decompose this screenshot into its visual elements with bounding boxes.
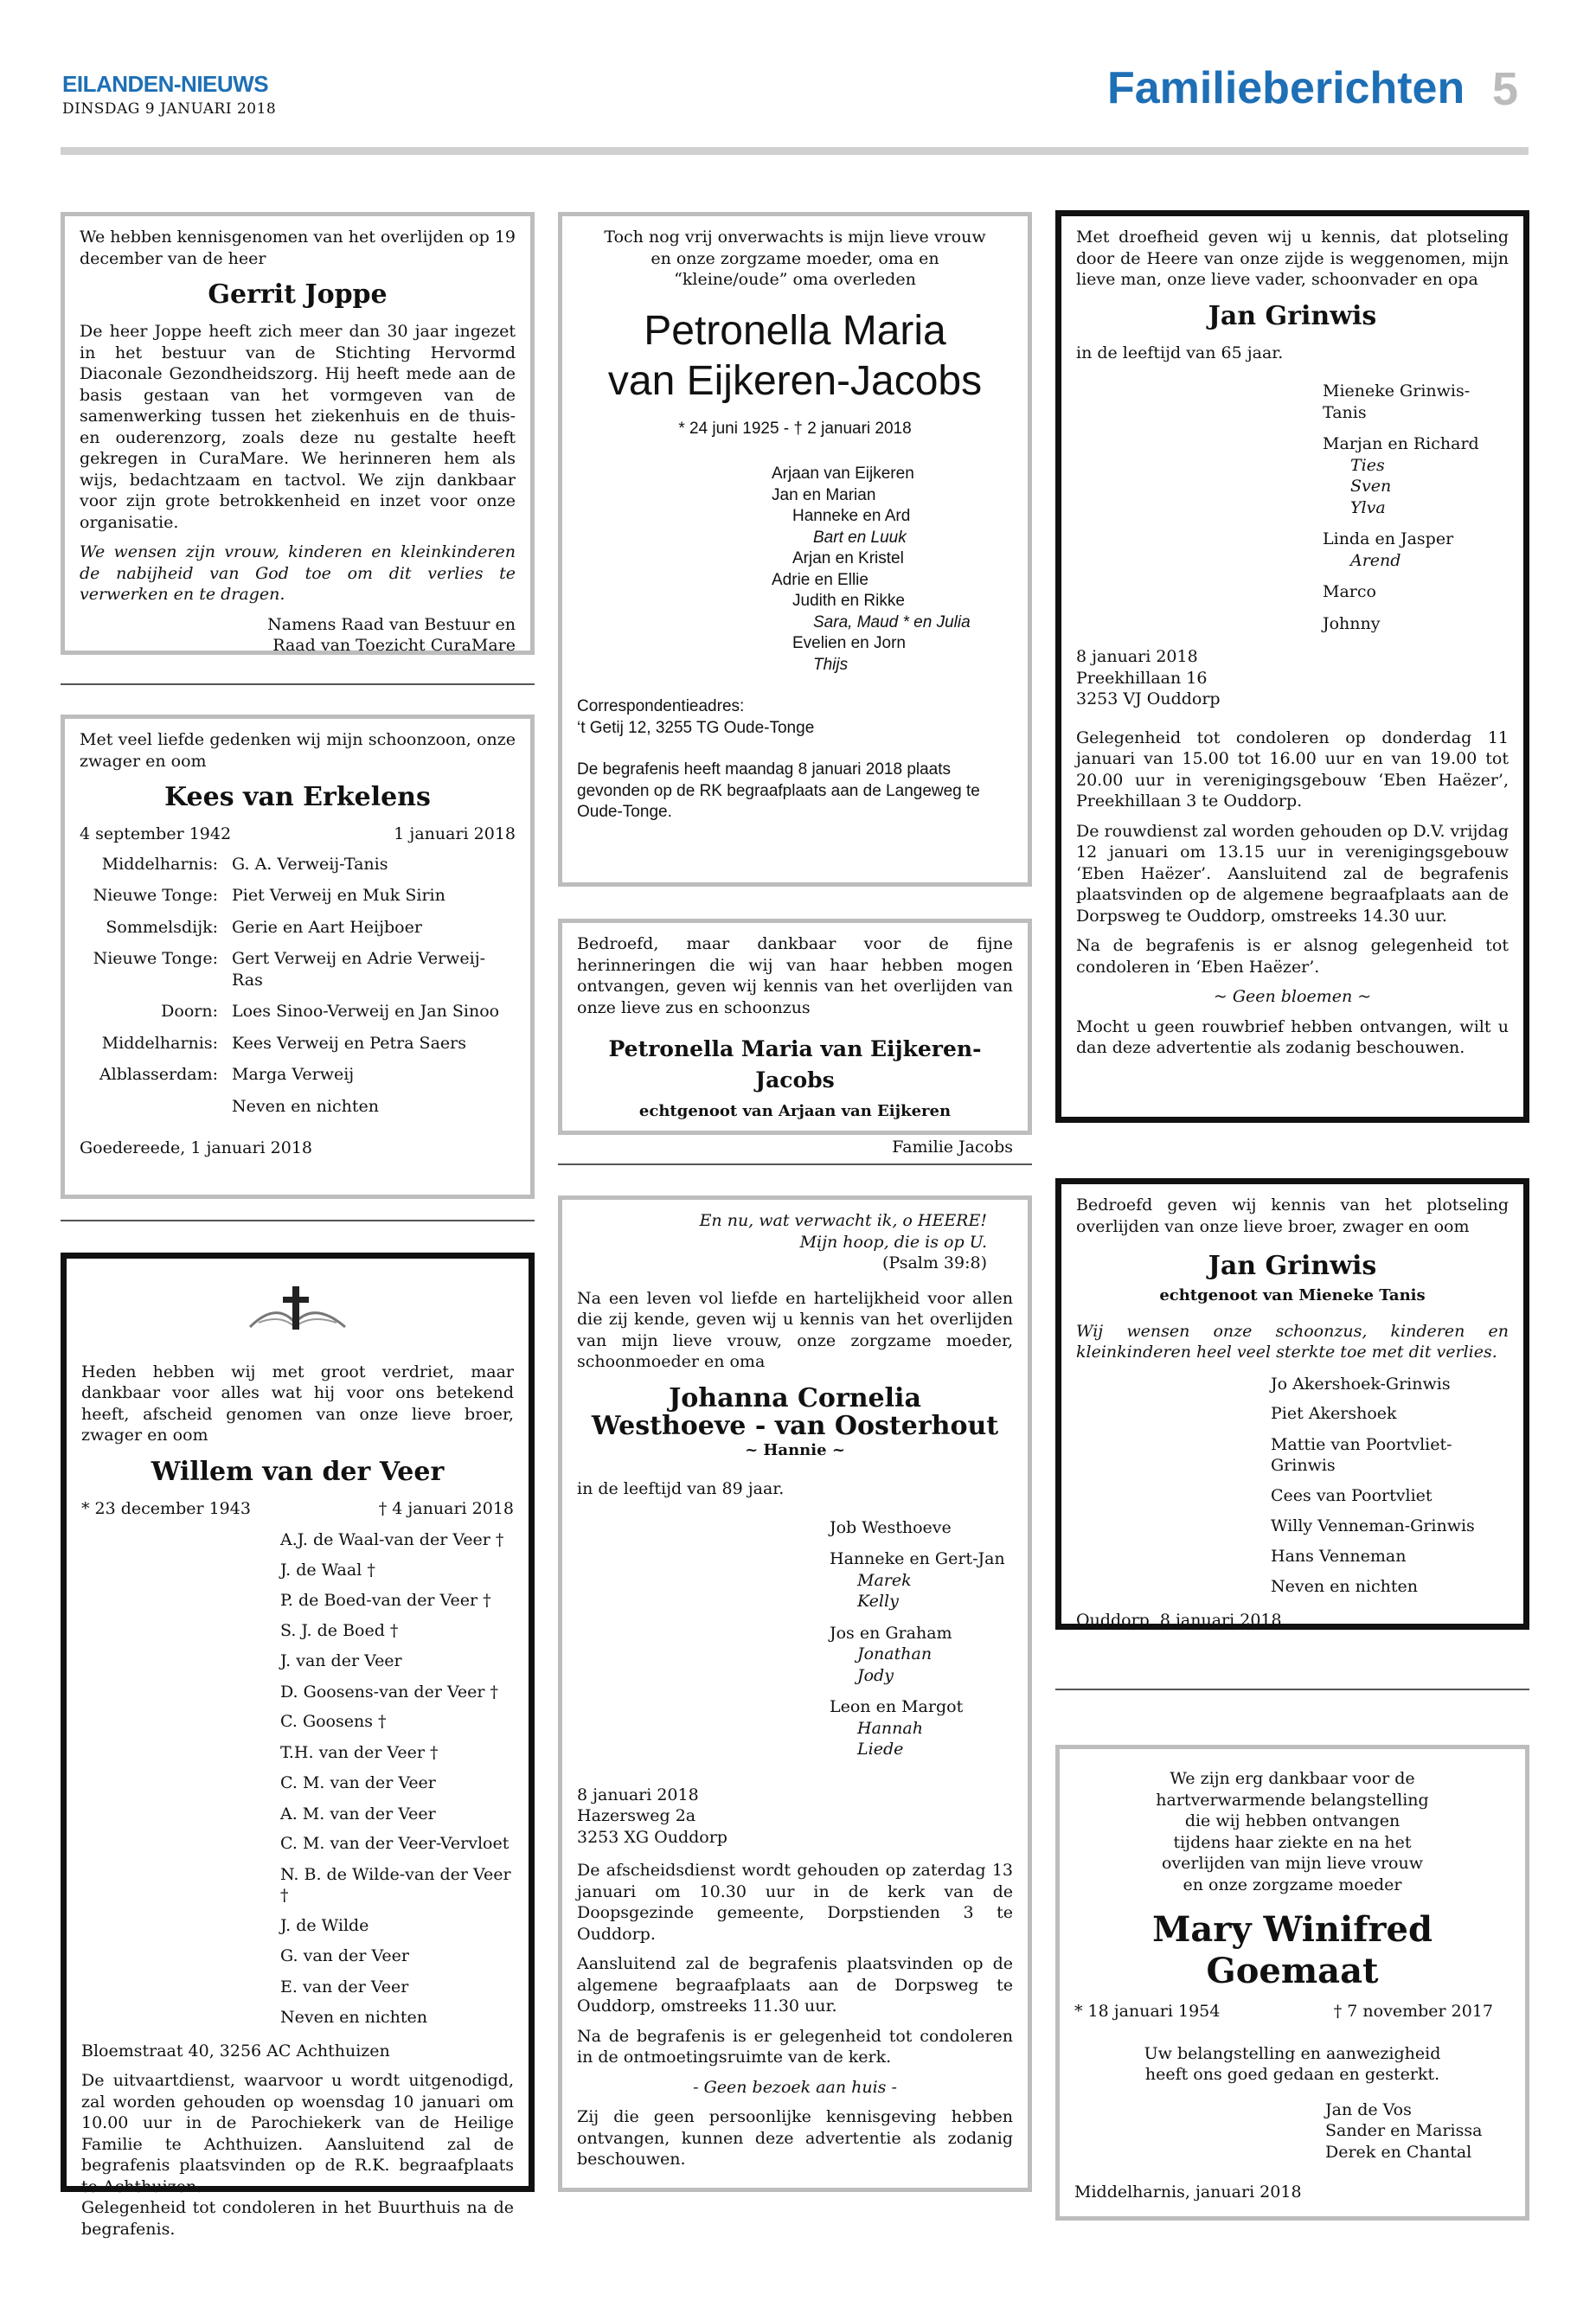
family-group — [1271, 1374, 1509, 1425]
intro-line-2: hartverwarmende belangstelling — [1156, 1790, 1429, 1810]
family-member: Jan en Marian — [772, 485, 876, 504]
name-line-1: Petronella Maria — [644, 307, 946, 354]
deceased-name: Mary Winifred Goemaat — [1152, 1909, 1433, 1991]
family-member: Marco — [1323, 582, 1376, 601]
family-member: A.J. de Waal-van der Veer † — [280, 1530, 504, 1549]
ad-johanna-westhoeve — [558, 1195, 1032, 2192]
date: 8 januari 2018 — [577, 1785, 699, 1804]
family-member: Arjan en Kristel — [792, 549, 904, 567]
ad-petronella-siblings — [558, 919, 1032, 1157]
family-list — [1271, 1374, 1509, 1598]
family-member: A. M. van der Veer — [280, 1804, 436, 1823]
wish-text: We wensen zijn vrouw, kinderen en kleinkinderen de nabijheid van God toe om dit verlies te verwerken en te dragen. — [80, 542, 516, 604]
page-number: 5 — [1492, 63, 1519, 115]
grandchild: Marek — [857, 1570, 912, 1590]
publication-date: DINSDAG 9 JANUARI 2018 — [62, 100, 277, 118]
intro-line-3: die wij hebben ontvangen — [1184, 1811, 1401, 1830]
family-member: Cees van Poortvliet — [1271, 1485, 1433, 1505]
spouse-line: echtgenoot van Arjaan van Eijkeren — [638, 1102, 952, 1120]
burial-info: De begrafenis heeft maandag 8 januari 2018 plaats gevonden op de RK begraafplaats aan de Langeweg te Oude-Tonge. — [577, 760, 980, 821]
top-rule — [61, 147, 1529, 155]
family-group — [280, 1772, 514, 1794]
family-member: Sander en Marissa — [1325, 2121, 1483, 2140]
intro: Met droefheid geven wij u kennis, dat plotseling door de Heere van onze zijde is weggenomen, mijn lieve man, onze lieve vader, schoonvader en opa — [1076, 228, 1509, 289]
family-group — [280, 1590, 514, 1641]
family-member: C. M. van der Veer-Vervloet — [280, 1834, 510, 1853]
life-dates: * 24 juni 1925 - † 2 januari 2018 — [678, 419, 912, 438]
family-group — [280, 2007, 514, 2029]
no-visit-note: - Geen bezoek aan huis - — [693, 2077, 897, 2097]
relative-names: Loes Sinoo-Verweij en Jan Sinoo — [232, 1002, 500, 1021]
family-member: C. Goosens † — [280, 1712, 387, 1731]
ad-gerrit-joppe — [61, 212, 535, 655]
intro: Met veel liefde gedenken wij mijn schoonzoon, onze zwager en oom — [80, 730, 516, 771]
birth-date: 4 september 1942 — [80, 824, 232, 843]
death-date: † 7 november 2017 — [1333, 2002, 1493, 2021]
family-list — [1325, 2099, 1510, 2163]
grandchild: Arend — [1350, 550, 1401, 570]
relative-place: Alblasserdam: — [99, 1065, 218, 1084]
family-member: Arjaan van Eijkeren — [772, 465, 914, 483]
signature-line-1: Namens Raad van Bestuur en — [267, 614, 516, 634]
deceased-name: Jan Grinwis — [1208, 300, 1377, 331]
separator — [61, 683, 535, 685]
grandchild: Hannah — [857, 1718, 923, 1738]
family-group — [1323, 581, 1509, 603]
family-member: Jos en Graham — [830, 1623, 952, 1643]
postal: 3253 XG Ouddorp — [577, 1827, 727, 1847]
footer-place-date: Middelharnis, januari 2018 — [1074, 2182, 1302, 2202]
family-member: Leon en Margot — [830, 1697, 964, 1716]
deceased-name: Willem van der Veer — [151, 1456, 445, 1487]
family-member: Hans Venneman — [1271, 1546, 1407, 1566]
intro-line-3: “kleine/oude” oma overleden — [674, 270, 916, 289]
burial-info: Aansluitend zal de begrafenis plaatsvinden op de algemene begraafplaats aan de Dorpsweg te Ouddorp, omstreeks 11.30 uur. — [577, 1954, 1013, 2016]
condolence-info: Gelegenheid tot condoleren in het Buurthuis na de begrafenis. — [81, 2198, 514, 2239]
age: in de leeftijd van 89 jaar. — [577, 1479, 785, 1498]
family-member: Jan de Vos — [1325, 2099, 1412, 2119]
family-group — [1271, 1434, 1509, 1507]
family-group — [830, 1696, 1013, 1760]
intro: Na een leven vol liefde en hartelijkheid voor allen die zij kende, geven wij u kennis van het overlijden van mijn lieve vrouw, onze zorgzame moeder, schoonmoeder en oma — [577, 1288, 1013, 1371]
death-date: † 4 januari 2018 — [378, 1498, 514, 1518]
signature: Familie Jacobs — [892, 1137, 1013, 1157]
family-group — [280, 1977, 514, 1998]
intro-line-1: Toch nog vrij onverwachts is mijn lieve vrouw — [604, 228, 986, 247]
no-flowers-note: ~ Geen bloemen ~ — [1213, 987, 1372, 1006]
condolence-info: Na de begrafenis is er gelegenheid tot condoleren in de ontmoetingsruimte van de kerk. — [577, 2026, 1013, 2067]
family-member: E. van der Veer — [280, 1977, 409, 1997]
correspondence-label: Correspondentieadres: — [577, 697, 745, 715]
family-member: Johnny — [1323, 613, 1381, 633]
cross-emblem — [81, 1279, 514, 1346]
service-info: De rouwdienst zal worden gehouden op D.V. vrijdag 12 januari om 13.15 uur in verenigingsgebouw ‘Eben Haëzer’. Aansluitend zal de begrafenis plaatsvinden op de algemene begraafplaats aan de Dorpsweg te Ouddorp, omstreeks 14.30 uur. — [1076, 821, 1509, 926]
home-address: Bloemstraat 40, 3256 AC Achthuizen — [81, 2041, 390, 2061]
separator — [61, 1220, 535, 1221]
relative-names: Marga Verweij — [232, 1065, 355, 1084]
verse-line-1: En nu, wat verwacht ik, o HEERE! — [699, 1211, 987, 1230]
relative-place: Middelharnis: — [101, 1033, 218, 1053]
street: Hazersweg 2a — [577, 1806, 696, 1825]
death-date: 1 januari 2018 — [394, 824, 516, 843]
family-group — [280, 1864, 514, 1937]
family-member: Jo Akershoek-Grinwis — [1271, 1374, 1451, 1394]
name-line-2: Westhoeve - van Oosterhout — [591, 1410, 999, 1441]
family-member: D. Goosens-van der Veer † — [280, 1682, 499, 1702]
deceased-name: Gerrit Joppe — [208, 279, 388, 310]
family-group — [1323, 613, 1509, 635]
relative-place: Doorn: — [161, 1002, 218, 1021]
wish-text: Wij wensen onze schoonzus, kinderen en kleinkinderen heel veel sterkte toe met dit verlies. — [1076, 1321, 1509, 1362]
family-member: Adrie en Ellie — [772, 570, 869, 589]
family-group — [1271, 1576, 1509, 1598]
intro-line-1: We zijn erg dankbaar voor de — [1170, 1769, 1415, 1788]
family-member: J. van der Veer — [280, 1651, 402, 1670]
intro-line-5: overlijden van mijn lieve vrouw — [1162, 1854, 1423, 1873]
section-title: Familieberichten — [1107, 63, 1465, 113]
thanks-line-2: heeft ons goed gedaan en gesterkt. — [1144, 2065, 1440, 2084]
masthead: EILANDEN-NIEUWS — [62, 71, 269, 97]
family-member: C. M. van der Veer — [280, 1773, 436, 1792]
relative-place: Nieuwe Tonge: — [93, 886, 218, 905]
family-group — [830, 1548, 1013, 1612]
family-member: Job Westhoeve — [830, 1517, 952, 1537]
family-group — [280, 1742, 514, 1764]
verse-line-2: Mijn hoop, die is op U. — [799, 1232, 987, 1252]
family-member: Sara, Maud * en Julia — [813, 612, 971, 631]
separator — [558, 1163, 1032, 1165]
family-group — [280, 1682, 514, 1733]
intro: Bedroefd geven wij kennis van het plotseling overlijden van onze lieve broer, zwager en oom — [1076, 1195, 1509, 1236]
family-list — [280, 1529, 514, 2029]
grandchild: Ties — [1350, 455, 1385, 475]
ad-mary-goemaat — [1055, 1745, 1529, 2221]
family-member: Mieneke Grinwis-Tanis — [1323, 381, 1471, 422]
postal: 3253 VJ Ouddorp — [1076, 689, 1221, 708]
after-info: Na de begrafenis is er alsnog gelegenheid tot condoleren in ‘Eben Haëzer’. — [1076, 936, 1509, 977]
family-group — [280, 1945, 514, 1967]
grandchild: Sven — [1350, 477, 1392, 496]
grandchild: Liede — [857, 1740, 904, 1759]
deceased-name — [577, 1382, 1013, 1441]
family-list — [772, 464, 1013, 676]
intro: Heden hebben wij met groot verdriet, maar dankbaar voor alles wat hij voor ons betekend heeft, afscheid genomen van onze lieve broer, zwager en oom — [81, 1362, 514, 1445]
relative-place: Nieuwe Tonge: — [93, 949, 218, 968]
thanks-line-1: Uw belangstelling en aanwezigheid — [1144, 2043, 1441, 2063]
funeral-info: De uitvaartdienst, waarvoor u wordt uitgenodigd, zal worden gehouden op woensdag 10 januari om 10.00 uur in de Parochiekerk van de Heilige Familie te Achthuizen. Aansluitend zal de begrafenis plaatsvinden op de R.K. begraafplaats te Achthuizen. — [81, 2071, 514, 2196]
relative-names: Kees Verweij en Petra Saers — [232, 1033, 466, 1053]
grandchild: Kelly — [857, 1592, 899, 1611]
grandchild: Jonathan — [857, 1644, 933, 1663]
age: in de leeftijd van 65 jaar. — [1076, 343, 1284, 362]
intro-line-4: tijdens haar ziekte en na het — [1173, 1832, 1412, 1852]
birth-date: * 18 januari 1954 — [1074, 2002, 1221, 2021]
ad-willem-van-der-veer — [61, 1253, 535, 2239]
family-member: Piet Akershoek — [1271, 1404, 1397, 1423]
family-member: Bart en Luuk — [813, 528, 907, 547]
street: Preekhillaan 16 — [1076, 668, 1208, 688]
relative-place — [80, 1096, 218, 1118]
family-member: Evelien en Jorn — [792, 634, 906, 652]
condolence-info: Gelegenheid tot condoleren op donderdag 11 januari van 15.00 tot 16.00 uur en van 19.00 tot 20.00 uur in verenigingsgebouw ‘Eben Haëzer’, Preekhillaan 3 te Ouddorp. — [1076, 727, 1509, 811]
family-member: J. de Wilde — [280, 1915, 369, 1935]
footer-place-date: Ouddorp, 8 januari 2018 — [1076, 1610, 1282, 1630]
family-member: Neven en nichten — [280, 2008, 427, 2027]
family-member: Willy Venneman-Grinwis — [1271, 1516, 1475, 1535]
family-group — [1271, 1516, 1509, 1567]
deceased-name — [577, 306, 1013, 407]
family-member: Thijs — [813, 655, 849, 674]
nickname: ~ Hannie ~ — [745, 1440, 845, 1459]
family-member: Neven en nichten — [1271, 1577, 1418, 1596]
relative-names: Gert Verweij en Adrie Verweij-Ras — [232, 949, 486, 990]
family-member: Judith en Rikke — [792, 592, 905, 610]
relative-place: Middelharnis: — [101, 854, 218, 874]
deceased-name: Kees van Erkelens — [164, 782, 431, 812]
family-member: G. van der Veer — [280, 1946, 409, 1965]
family-list — [1323, 381, 1509, 634]
family-member: Linda en Jasper — [1323, 529, 1454, 548]
family-member: Mattie van Poortvliet-Grinwis — [1271, 1434, 1452, 1475]
separator — [1055, 1689, 1529, 1690]
family-member: Hanneke en Ard — [792, 507, 911, 525]
footer-place-date: Goedereede, 1 januari 2018 — [80, 1138, 313, 1157]
date: 8 januari 2018 — [1076, 647, 1198, 666]
family-member: J. de Waal † — [280, 1560, 375, 1580]
family-group — [280, 1804, 514, 1855]
name-line-1: Johanna Cornelia — [669, 1382, 921, 1413]
notice: Zij die geen persoonlijke kennisgeving hebben ontvangen, kunnen deze advertentie als zodanig beschouwen. — [577, 2107, 1013, 2169]
birth-date: * 23 december 1943 — [81, 1498, 251, 1518]
relative-names: Gerie en Aart Heijboer — [232, 917, 422, 937]
family-group — [830, 1517, 1013, 1539]
service-info: De afscheidsdienst wordt gehouden op zaterdag 13 januari om 10.30 uur in de kerk van de Doopsgezinde gemeente, Dorpstienden 3 te Ouddorp. — [577, 1861, 1013, 1944]
family-list — [830, 1517, 1013, 1760]
relatives-list — [80, 854, 516, 1118]
notice: Mocht u geen rouwbrief hebben ontvangen, wilt u dan deze advertentie als zodanig beschouwen. — [1076, 1016, 1509, 1057]
intro-line-6: en onze zorgzame moeder — [1183, 1875, 1402, 1894]
intro: Bedroefd, maar dankbaar voor de fijne herinneringen die wij van haar hebben mogen ontvangen, geven wij kennis van het overlijden van onze lieve zus en schoonzus — [577, 934, 1013, 1017]
body-text: De heer Joppe heeft zich meer dan 30 jaar ingezet in het bestuur van de Stichting Hervormd Diaconale Gezondheidszorg. Hij heeft mede aan de basis gestaan van het vormgeven van de samenwerking tussen het ziekenhuis en de thuis- en ouderenzorg, zoals deze nu gestalte heeft gekregen in CuraMare. We herinneren hem als wijs, bedachtzaam en tactvol. We zijn dankbaar voor zijn grote betrokkenheid en inzet voor onze organisatie. — [80, 322, 516, 532]
relative-names: Piet Verweij en Muk Sirin — [232, 886, 445, 905]
deceased-name: Jan Grinwis — [1208, 1251, 1377, 1281]
family-member: S. J. de Boed † — [280, 1620, 399, 1640]
correspondence-address: ‘t Getij 12, 3255 TG Oude-Tonge — [577, 718, 815, 737]
ad-petronella-family — [558, 212, 1032, 887]
verse-reference: (Psalm 39:8) — [882, 1253, 987, 1272]
signature-line-2: Raad van Toezicht CuraMare — [272, 636, 516, 655]
ad-jan-grinwis-family — [1055, 210, 1529, 1123]
family-group — [1323, 529, 1509, 571]
name-line-2: van Eijkeren-Jacobs — [607, 357, 983, 404]
family-member: Hanneke en Gert-Jan — [830, 1549, 1005, 1568]
family-member: T.H. van der Veer † — [280, 1742, 439, 1762]
deceased-name: Petronella Maria van Eijkeren-Jacobs — [608, 1036, 982, 1093]
family-group — [830, 1623, 1013, 1687]
grandchild: Ylva — [1350, 497, 1386, 517]
relative-place: Sommelsdijk: — [106, 917, 218, 937]
family-member: Derek en Chantal — [1325, 2142, 1472, 2162]
grandchild: Jody — [857, 1665, 894, 1685]
ad-jan-grinwis-siblings — [1055, 1178, 1529, 1630]
family-member: Marjan en Richard — [1323, 434, 1479, 453]
spouse-line: echtgenoot van Mieneke Tanis — [1159, 1286, 1426, 1304]
intro-line-2: en onze zorgzame moeder, oma en — [651, 248, 939, 268]
relative-names: G. A. Verweij-Tanis — [232, 854, 388, 874]
family-group — [280, 1529, 514, 1580]
family-group — [1323, 381, 1509, 423]
intro: We hebben kennisgenomen van het overlijden op 19 december van de heer — [80, 228, 516, 268]
family-member: N. B. de Wilde-van der Veer † — [280, 1864, 511, 1905]
family-group — [280, 1650, 514, 1672]
relative-names: Neven en nichten — [232, 1096, 379, 1116]
family-group — [1323, 433, 1509, 518]
ad-kees-van-erkelens — [61, 715, 535, 1199]
family-member: P. de Boed-van der Veer † — [280, 1591, 491, 1610]
